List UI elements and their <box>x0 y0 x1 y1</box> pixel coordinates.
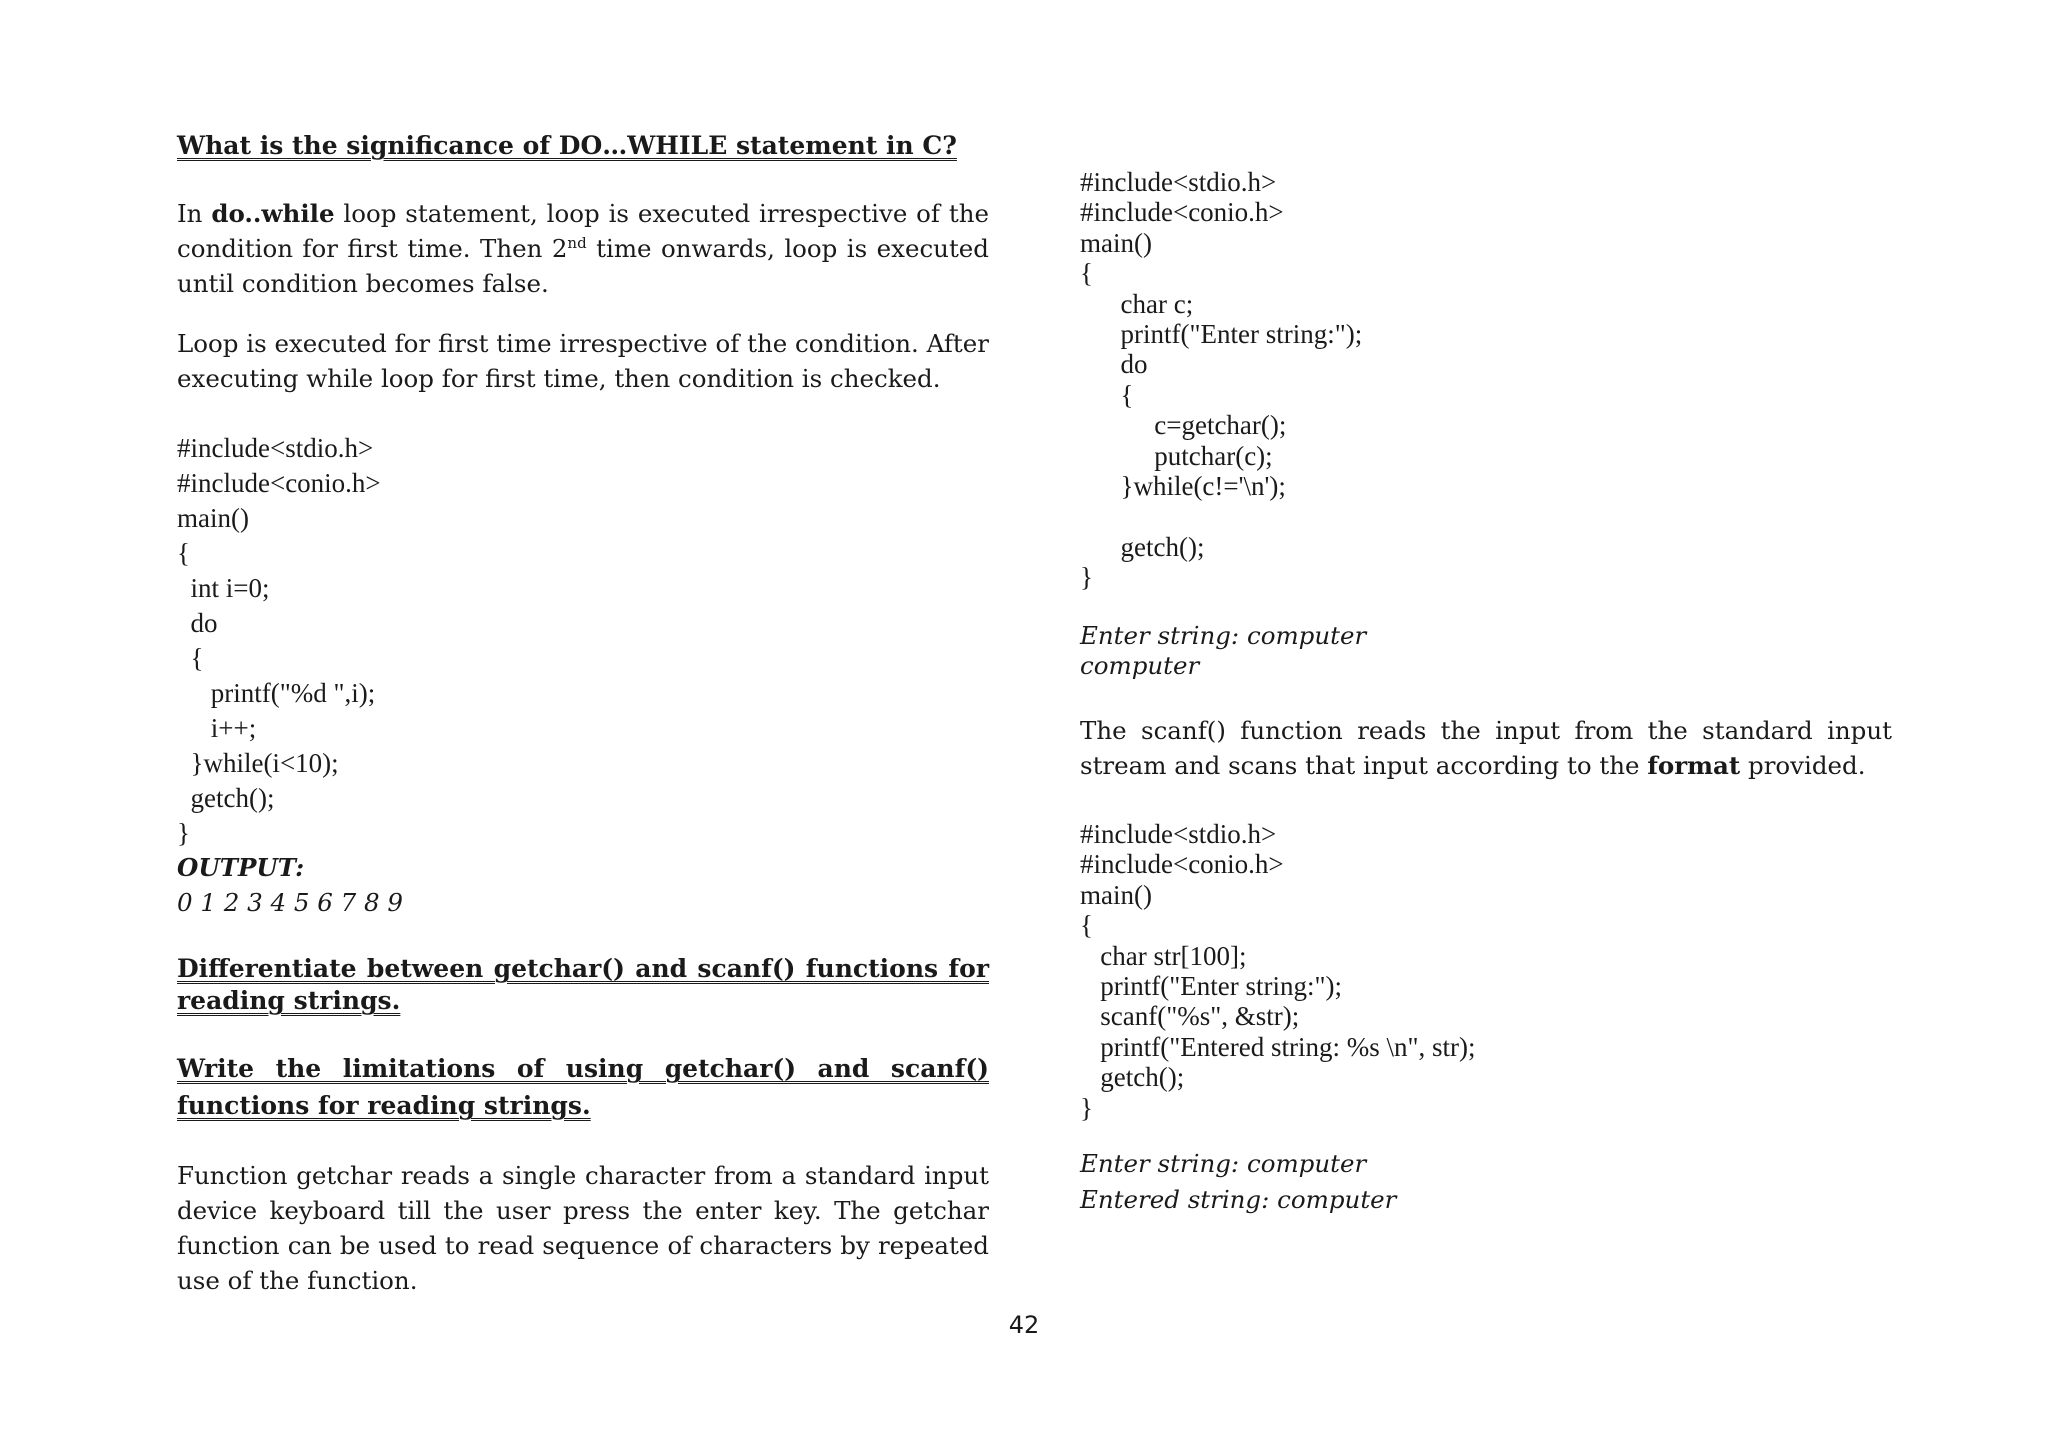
para-scanf: The scanf() function reads the input from the standard input stream and scans that input according to the format provided. <box>1080 716 1892 780</box>
para-do-while-detail: Loop is executed for first time irrespective of the condition. After executing while loop for first time, then condition is checked. <box>177 329 989 393</box>
heading-limitations: Write the limitations of using getchar() and scanf() functions for reading strings. <box>177 1054 989 1120</box>
heading-differentiate: Differentiate between getchar() and scanf() functions for reading strings. <box>177 954 989 1015</box>
code-scanf-example: #include<stdio.h> #include<conio.h> main() { char str[100]; printf("Enter string:"); scanf("%s", &str); printf("Entered string: %s \n", str); getch(); } <box>1080 819 1476 1123</box>
output-scanf: Enter string: computer Entered string: computer <box>1080 1149 1397 1214</box>
output-getchar: Enter string: computer computer <box>1080 621 1367 681</box>
para-do-while-intro: In do..while loop statement, loop is executed irrespective of the condition for first time. Then 2nd time onwards, loop is executed until condition becomes false. <box>177 199 989 298</box>
para-getchar: Function getchar reads a single character from a standard input device keyboard till the user press the enter key. The getchar function can be used to read sequence of characters by repeated use of the function. <box>177 1161 989 1295</box>
page-number: 42 <box>1008 1311 1040 1339</box>
bold-format: format <box>1647 751 1741 780</box>
heading-do-while: What is the significance of DO…WHILE statement in C? <box>177 131 957 160</box>
code-getchar-example: #include<stdio.h> #include<conio.h> main() { char c; printf("Enter string:"); do { c=getchar(); putchar(c); }while(c!='\n'); getch(); } <box>1080 167 1363 593</box>
output-value: 0 1 2 3 4 5 6 7 8 9 <box>177 888 403 917</box>
bold-do-while: do..while <box>211 199 335 228</box>
output-label: OUTPUT: <box>177 853 305 882</box>
code-do-while-example: #include<stdio.h> #include<conio.h> main() { int i=0; do { printf("%d ",i); i++; }while(i<10); getch(); } <box>177 433 381 848</box>
